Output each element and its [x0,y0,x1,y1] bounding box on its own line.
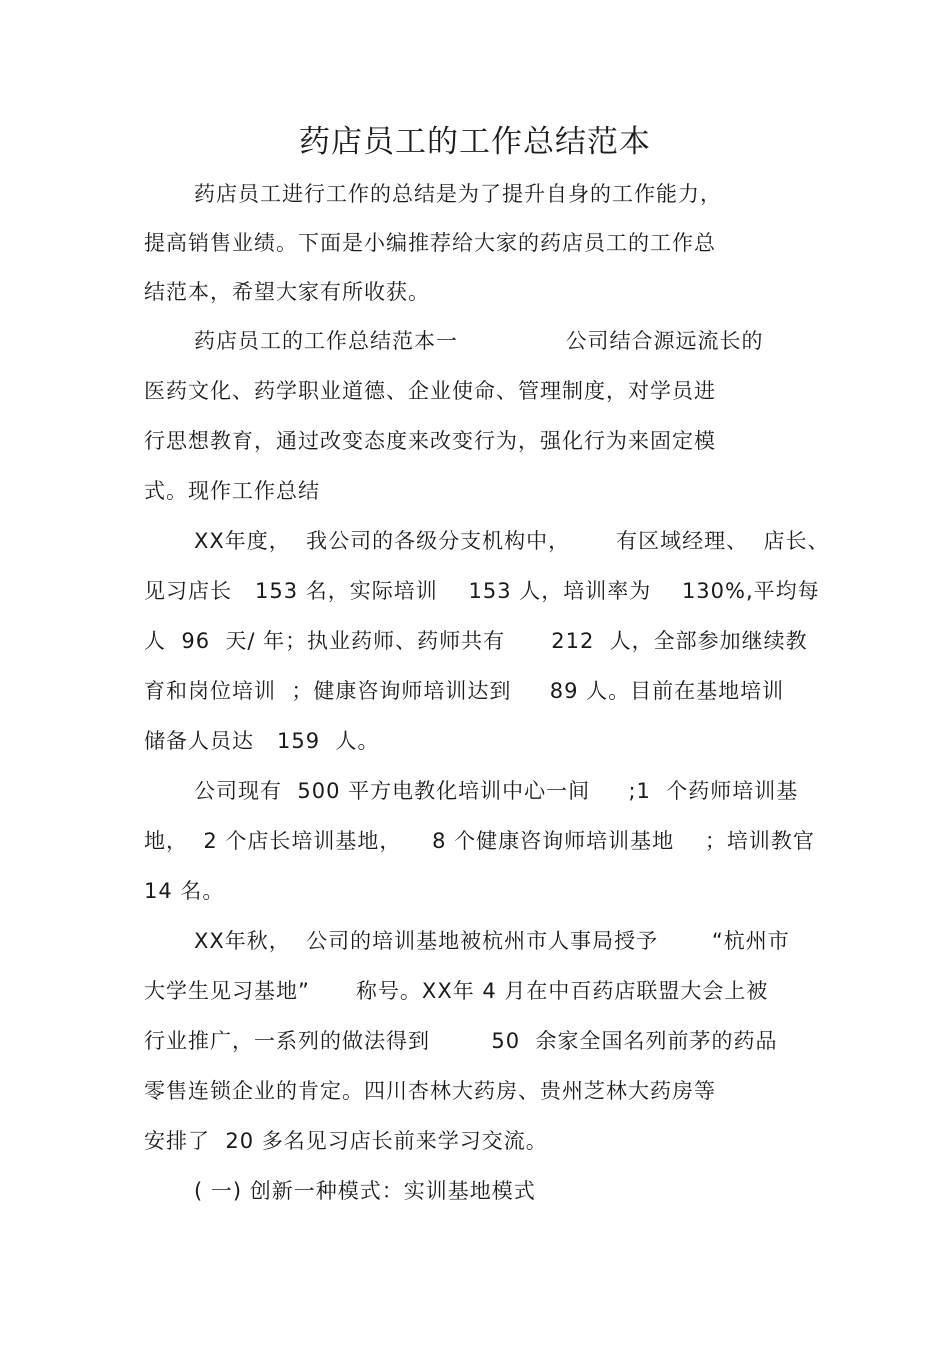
document-title: 药店员工的工作总结范本 [299,124,651,160]
paragraph-line: 结范本，希望大家有所收获。 [144,280,430,304]
paragraph-line: 储备人员达 159 人。 [144,729,380,753]
paragraph-line: 药店员工进行工作的总结是为了提升自身的工作能力， [194,182,722,206]
paragraph-line: 育和岗位培训 ；健康咨询师培训达到 89 人。目前在基地培训 [144,679,785,703]
paragraph-line: 药店员工的工作总结范本一 公司结合源远流长的 [194,329,764,353]
paragraph-line: XX年秋， 公司的培训基地被杭州市人事局授予 “杭州市 [194,929,790,953]
paragraph-line: 提高销售业绩。下面是小编推荐给大家的药店员工的工作总 [144,231,716,255]
paragraph-line: 人 96 天/ 年；执业药师、药师共有 212 人，全部参加继续教 [144,629,808,653]
paragraph-line: 医药文化、药学职业道德、企业使命、管理制度，对学员进 [144,379,716,403]
paragraph-line: 大学生见习基地” 称号。XX年 4 月在中百药店联盟大会上被 [144,979,769,1003]
paragraph-line: 公司现有 500 平方电教化培训中心一间 ;1 个药师培训基 [194,779,799,803]
paragraph-line: 安排了 20 多名见习店长前来学习交流。 [144,1129,548,1153]
paragraph-line: 行思想教育，通过改变态度来改变行为，强化行为来固定模 [144,429,716,453]
paragraph-line: 行业推广，一系列的做法得到 50 余家全国名列前茅的药品 [144,1029,778,1053]
section-heading: ( 一) 创新一种模式：实训基地模式 [194,1179,536,1203]
paragraph-line: 14 名。 [144,879,225,903]
paragraph-line: 式。现作工作总结 [144,479,320,503]
paragraph-line: XX年度， 我公司的各级分支机构中， 有区域经理、 店长、 [194,529,830,553]
paragraph-line: 零售连锁企业的肯定。四川杏林大药房、贵州芝林大药房等 [144,1079,716,1103]
paragraph-line: 见习店长 153 名，实际培训 153 人，培训率为 130%,平均每 [144,579,820,603]
paragraph-line: 地， 2 个店长培训基地， 8 个健康咨询师培训基地 ；培训教官 [144,829,815,853]
